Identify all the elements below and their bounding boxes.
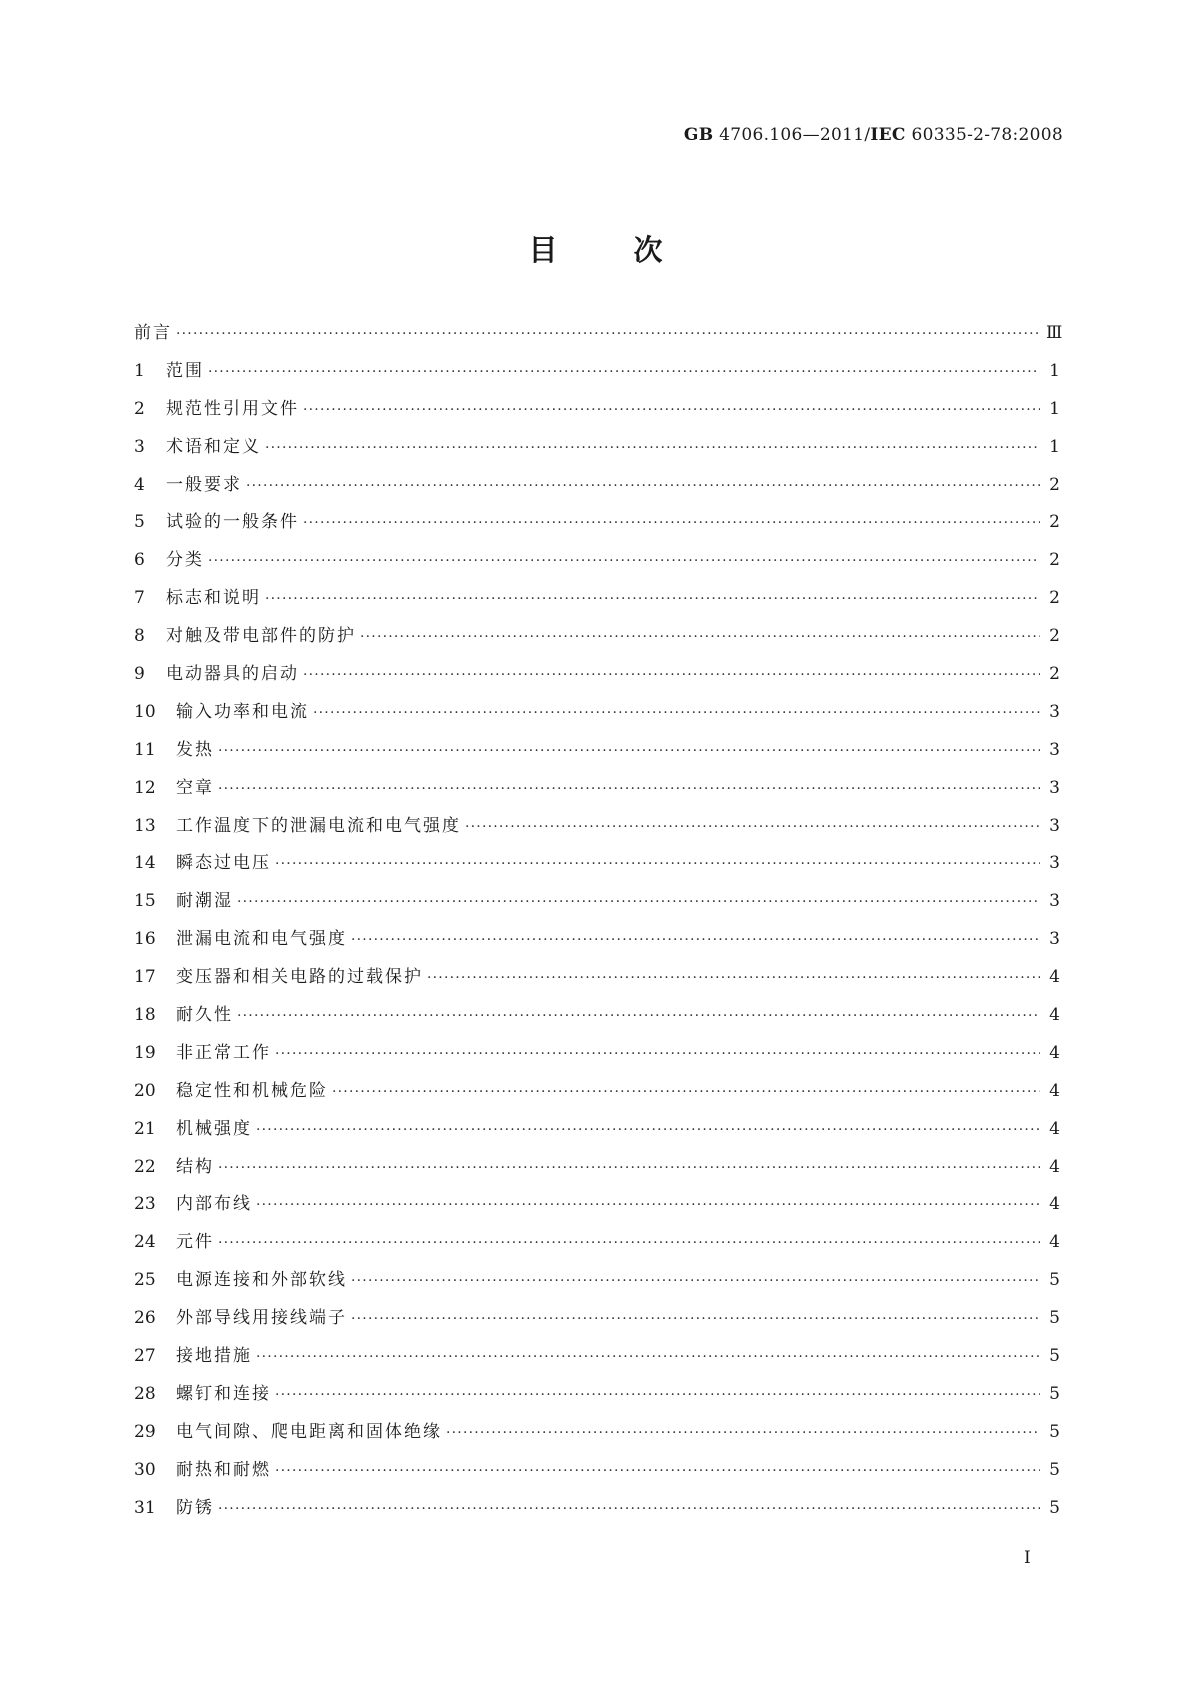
table-of-contents bbox=[134, 322, 1063, 1535]
toc-dot-leader bbox=[303, 512, 1040, 534]
toc-entry[interactable] bbox=[134, 398, 1060, 436]
toc-entry[interactable] bbox=[134, 777, 1060, 815]
toc-entry[interactable] bbox=[134, 852, 1060, 890]
toc-entry-page: 1 bbox=[1049, 360, 1060, 381]
iec-number: 60335-2-78:2008 bbox=[911, 125, 1063, 145]
title-char-left: 目 bbox=[528, 233, 558, 267]
toc-entry-page: 4 bbox=[1049, 1118, 1060, 1139]
toc-entry-title: 瞬态过电压 bbox=[176, 853, 271, 874]
toc-entry-title: 一般要求 bbox=[166, 474, 242, 495]
toc-entry-page: 4 bbox=[1049, 1232, 1060, 1253]
toc-entry-page: 3 bbox=[1049, 929, 1060, 950]
toc-entry-number: 17 bbox=[134, 967, 156, 988]
toc-entry-page: 2 bbox=[1049, 626, 1060, 647]
toc-entry-number: 23 bbox=[134, 1194, 156, 1215]
toc-entry-page: 3 bbox=[1049, 739, 1060, 760]
toc-entry-page: 4 bbox=[1049, 1042, 1060, 1063]
toc-entry-title: 外部导线用接线端子 bbox=[176, 1308, 347, 1329]
toc-dot-leader bbox=[218, 778, 1040, 800]
toc-entry[interactable] bbox=[134, 474, 1060, 512]
toc-dot-leader bbox=[246, 475, 1040, 497]
toc-entry-page: 5 bbox=[1049, 1383, 1060, 1404]
toc-entry[interactable] bbox=[134, 587, 1060, 625]
toc-entry-title: 耐潮湿 bbox=[176, 891, 233, 912]
toc-entry-number: 22 bbox=[134, 1156, 156, 1177]
toc-dot-leader bbox=[218, 1232, 1040, 1254]
toc-entry[interactable] bbox=[134, 701, 1060, 739]
toc-entry-page: 5 bbox=[1049, 1421, 1060, 1442]
toc-entry-number: 20 bbox=[134, 1080, 156, 1101]
toc-entry[interactable] bbox=[134, 928, 1060, 966]
toc-entry-number: 13 bbox=[134, 815, 156, 836]
toc-entry[interactable] bbox=[134, 815, 1060, 853]
toc-entry-title: 空章 bbox=[176, 777, 214, 798]
toc-entry-page: 3 bbox=[1049, 701, 1060, 722]
toc-entry-page: 5 bbox=[1049, 1459, 1060, 1480]
toc-dot-leader bbox=[313, 702, 1040, 724]
toc-dot-leader bbox=[256, 1119, 1040, 1141]
toc-entry[interactable] bbox=[134, 1497, 1060, 1535]
toc-dot-leader bbox=[351, 1308, 1040, 1330]
toc-entry-title: 接地措施 bbox=[176, 1346, 252, 1367]
toc-entry[interactable] bbox=[134, 890, 1060, 928]
page-number: I bbox=[1024, 1548, 1031, 1568]
toc-entry[interactable] bbox=[134, 1307, 1060, 1345]
toc-entry-page: 5 bbox=[1049, 1308, 1060, 1329]
toc-entry-page: 4 bbox=[1049, 1080, 1060, 1101]
toc-dot-leader bbox=[275, 853, 1040, 875]
toc-dot-leader bbox=[218, 740, 1040, 762]
toc-entry-title: 结构 bbox=[176, 1156, 214, 1177]
toc-entry[interactable] bbox=[134, 1231, 1060, 1269]
toc-entry-title: 范围 bbox=[166, 360, 204, 381]
toc-entry-title: 内部布线 bbox=[176, 1194, 252, 1215]
toc-entry-title: 发热 bbox=[176, 739, 214, 760]
toc-entry-title: 规范性引用文件 bbox=[166, 398, 299, 419]
toc-entry[interactable] bbox=[134, 511, 1060, 549]
toc-entry-title: 耐热和耐燃 bbox=[176, 1459, 271, 1480]
toc-entry-title: 变压器和相关电路的过载保护 bbox=[176, 967, 423, 988]
toc-entry-number: 11 bbox=[134, 739, 156, 760]
toc-entry-title: 工作温度下的泄漏电流和电气强度 bbox=[176, 815, 461, 836]
toc-dot-leader bbox=[265, 588, 1040, 610]
toc-entry-page: 4 bbox=[1049, 1005, 1060, 1026]
toc-entry[interactable] bbox=[134, 360, 1060, 398]
toc-dot-leader bbox=[208, 550, 1040, 572]
toc-entry-number: 24 bbox=[134, 1232, 156, 1253]
toc-entry-title: 非正常工作 bbox=[176, 1042, 271, 1063]
toc-dot-leader bbox=[275, 1460, 1040, 1482]
toc-entry-number: 1 bbox=[134, 360, 145, 381]
toc-dot-leader bbox=[360, 626, 1040, 648]
toc-entry-page: 2 bbox=[1049, 512, 1060, 533]
toc-entry-number: 7 bbox=[134, 588, 145, 609]
title-char-right: 次 bbox=[633, 233, 663, 267]
toc-entry-page: 1 bbox=[1049, 436, 1060, 457]
toc-dot-leader bbox=[256, 1346, 1040, 1368]
toc-entry-title: 输入功率和电流 bbox=[176, 701, 309, 722]
toc-dot-leader bbox=[218, 1498, 1040, 1520]
toc-entry-title: 分类 bbox=[166, 550, 204, 571]
toc-entry-title: 对触及带电部件的防护 bbox=[166, 626, 356, 647]
toc-entry-number: 8 bbox=[134, 626, 145, 647]
toc-entry-number: 9 bbox=[134, 664, 145, 685]
toc-entry[interactable] bbox=[134, 1269, 1060, 1307]
toc-entry-number: 6 bbox=[134, 550, 145, 571]
toc-entry-title: 电动器具的启动 bbox=[166, 664, 299, 685]
toc-dot-leader bbox=[351, 929, 1040, 951]
toc-entry-number: 21 bbox=[134, 1118, 156, 1139]
toc-entry-page: 3 bbox=[1049, 891, 1060, 912]
toc-entry-title: 电气间隙、爬电距离和固体绝缘 bbox=[176, 1421, 442, 1442]
toc-entry-number: 29 bbox=[134, 1421, 156, 1442]
toc-entry[interactable] bbox=[134, 966, 1060, 1004]
toc-dot-leader bbox=[332, 1081, 1040, 1103]
toc-entry-number: 12 bbox=[134, 777, 156, 798]
toc-entry-title: 标志和说明 bbox=[166, 588, 261, 609]
toc-entry-title: 电源连接和外部软线 bbox=[176, 1270, 347, 1291]
toc-entry[interactable] bbox=[134, 1042, 1060, 1080]
toc-entry-page: 1 bbox=[1049, 398, 1060, 419]
standard-number: 4706.106—2011/ bbox=[719, 125, 871, 145]
toc-entry[interactable] bbox=[134, 739, 1060, 777]
toc-entry-number: 25 bbox=[134, 1270, 156, 1291]
toc-dot-leader bbox=[427, 967, 1040, 989]
toc-entry[interactable] bbox=[134, 625, 1060, 663]
toc-entry[interactable] bbox=[134, 663, 1060, 701]
toc-dot-leader bbox=[275, 1384, 1040, 1406]
toc-entry[interactable] bbox=[134, 1118, 1060, 1156]
toc-entry[interactable] bbox=[134, 322, 1063, 360]
toc-entry[interactable] bbox=[134, 1156, 1060, 1194]
toc-dot-leader bbox=[303, 399, 1040, 421]
toc-entry-page: 3 bbox=[1049, 777, 1060, 798]
toc-dot-leader bbox=[465, 816, 1040, 838]
toc-entry-number: 16 bbox=[134, 929, 156, 950]
toc-entry-number: 10 bbox=[134, 701, 156, 722]
toc-entry-title: 术语和定义 bbox=[166, 436, 261, 457]
standard-code-header bbox=[684, 125, 1063, 145]
toc-entry[interactable] bbox=[134, 1004, 1060, 1042]
toc-entry-page: 2 bbox=[1049, 474, 1060, 495]
toc-entry-number: 27 bbox=[134, 1346, 156, 1367]
iec-prefix: IEC bbox=[870, 125, 906, 145]
toc-dot-leader bbox=[176, 323, 1040, 345]
toc-dot-leader bbox=[275, 1043, 1040, 1065]
toc-dot-leader bbox=[237, 1005, 1040, 1027]
toc-entry-number: 2 bbox=[134, 398, 145, 419]
toc-entry-page: 2 bbox=[1049, 588, 1060, 609]
toc-entry[interactable] bbox=[134, 1080, 1060, 1118]
toc-entry-page: 2 bbox=[1049, 550, 1060, 571]
toc-entry[interactable] bbox=[134, 1421, 1060, 1459]
toc-entry[interactable] bbox=[134, 1459, 1060, 1497]
toc-entry-title: 前言 bbox=[134, 323, 172, 343]
toc-entry-page: 4 bbox=[1049, 1156, 1060, 1177]
toc-entry-title: 元件 bbox=[176, 1232, 214, 1253]
toc-entry-page: 3 bbox=[1049, 853, 1060, 874]
standard-prefix: GB bbox=[683, 125, 714, 145]
toc-entry-number: 18 bbox=[134, 1005, 156, 1026]
toc-entry-number: 4 bbox=[134, 474, 145, 495]
toc-entry-page: 5 bbox=[1049, 1346, 1060, 1367]
toc-entry-number: 19 bbox=[134, 1042, 156, 1063]
toc-dot-leader bbox=[446, 1422, 1040, 1444]
toc-entry-title: 螺钉和连接 bbox=[176, 1383, 271, 1404]
toc-dot-leader bbox=[218, 1157, 1040, 1179]
toc-entry-page: 3 bbox=[1049, 815, 1060, 836]
toc-entry-title: 稳定性和机械危险 bbox=[176, 1080, 328, 1101]
toc-entry-title: 防锈 bbox=[176, 1497, 214, 1518]
toc-entry-title: 泄漏电流和电气强度 bbox=[176, 929, 347, 950]
toc-dot-leader bbox=[351, 1270, 1040, 1292]
toc-entry-number: 14 bbox=[134, 853, 156, 874]
toc-entry[interactable] bbox=[134, 549, 1060, 587]
toc-entry[interactable] bbox=[134, 1383, 1060, 1421]
toc-dot-leader bbox=[237, 891, 1040, 913]
toc-entry[interactable] bbox=[134, 1345, 1060, 1383]
toc-entry-number: 3 bbox=[134, 436, 145, 457]
toc-entry-title: 试验的一般条件 bbox=[166, 512, 299, 533]
toc-dot-leader bbox=[208, 361, 1040, 383]
toc-entry-page: 4 bbox=[1049, 967, 1060, 988]
toc-entry-number: 15 bbox=[134, 891, 156, 912]
toc-entry-number: 31 bbox=[134, 1497, 156, 1518]
toc-entry-page: 5 bbox=[1049, 1270, 1060, 1291]
toc-entry-number: 26 bbox=[134, 1308, 156, 1329]
page-title bbox=[0, 228, 1191, 269]
toc-entry-page: Ⅲ bbox=[1046, 323, 1063, 343]
toc-entry-page: 4 bbox=[1049, 1194, 1060, 1215]
toc-entry-title: 耐久性 bbox=[176, 1005, 233, 1026]
toc-entry[interactable] bbox=[134, 1193, 1060, 1231]
toc-dot-leader bbox=[265, 437, 1040, 459]
toc-entry-number: 28 bbox=[134, 1383, 156, 1404]
toc-entry-number: 5 bbox=[134, 512, 145, 533]
toc-entry-page: 5 bbox=[1049, 1497, 1060, 1518]
toc-dot-leader bbox=[256, 1194, 1040, 1216]
toc-entry[interactable] bbox=[134, 436, 1060, 474]
toc-entry-page: 2 bbox=[1049, 664, 1060, 685]
toc-dot-leader bbox=[303, 664, 1040, 686]
toc-entry-title: 机械强度 bbox=[176, 1118, 252, 1139]
toc-entry-number: 30 bbox=[134, 1459, 156, 1480]
